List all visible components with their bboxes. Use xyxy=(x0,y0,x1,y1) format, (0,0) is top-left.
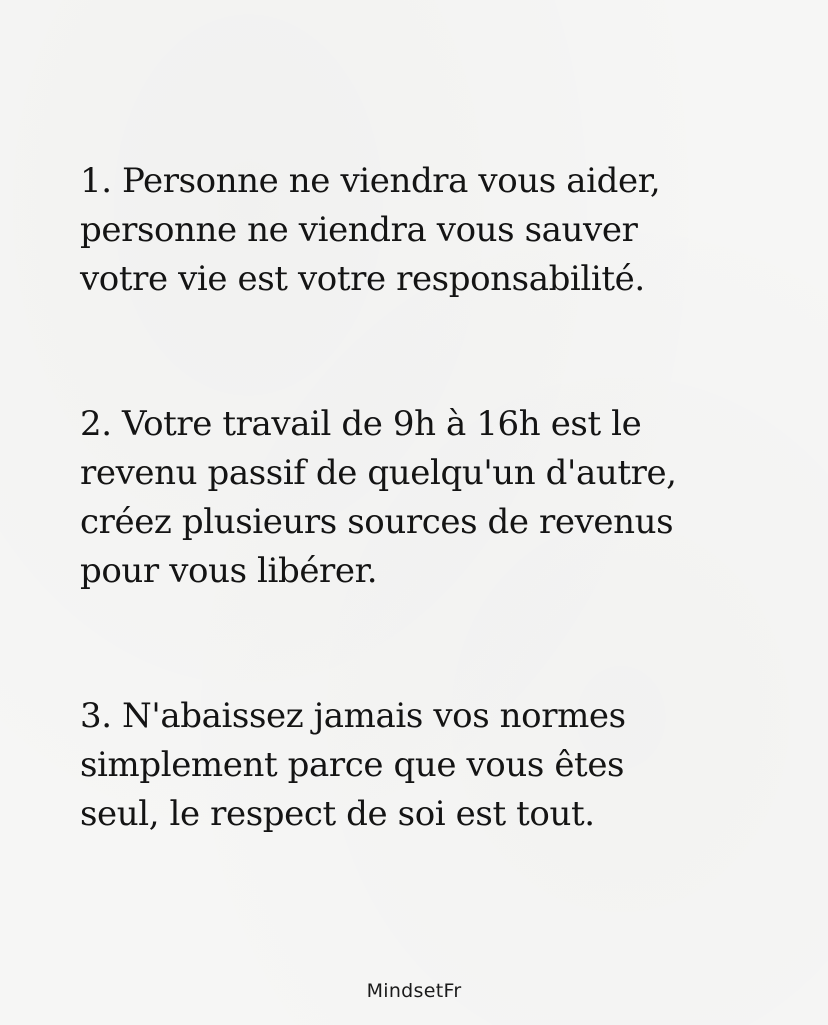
quote-1: 1. Personne ne viendra vous aider, personne ne viendra vous sauver votre vie est votre responsabilité. xyxy=(80,161,661,299)
signature: MindsetFr xyxy=(366,980,462,1002)
quote-2: 2. Votre travail de 9h à 16h est le revenu passif de quelqu'un d'autre, créez plusieurs sources de revenus pour vous libérer. xyxy=(80,404,677,591)
quote-3: 3. N'abaissez jamais vos normes simplement parce que vous êtes seul, le respect de soi est tout. xyxy=(80,696,626,834)
